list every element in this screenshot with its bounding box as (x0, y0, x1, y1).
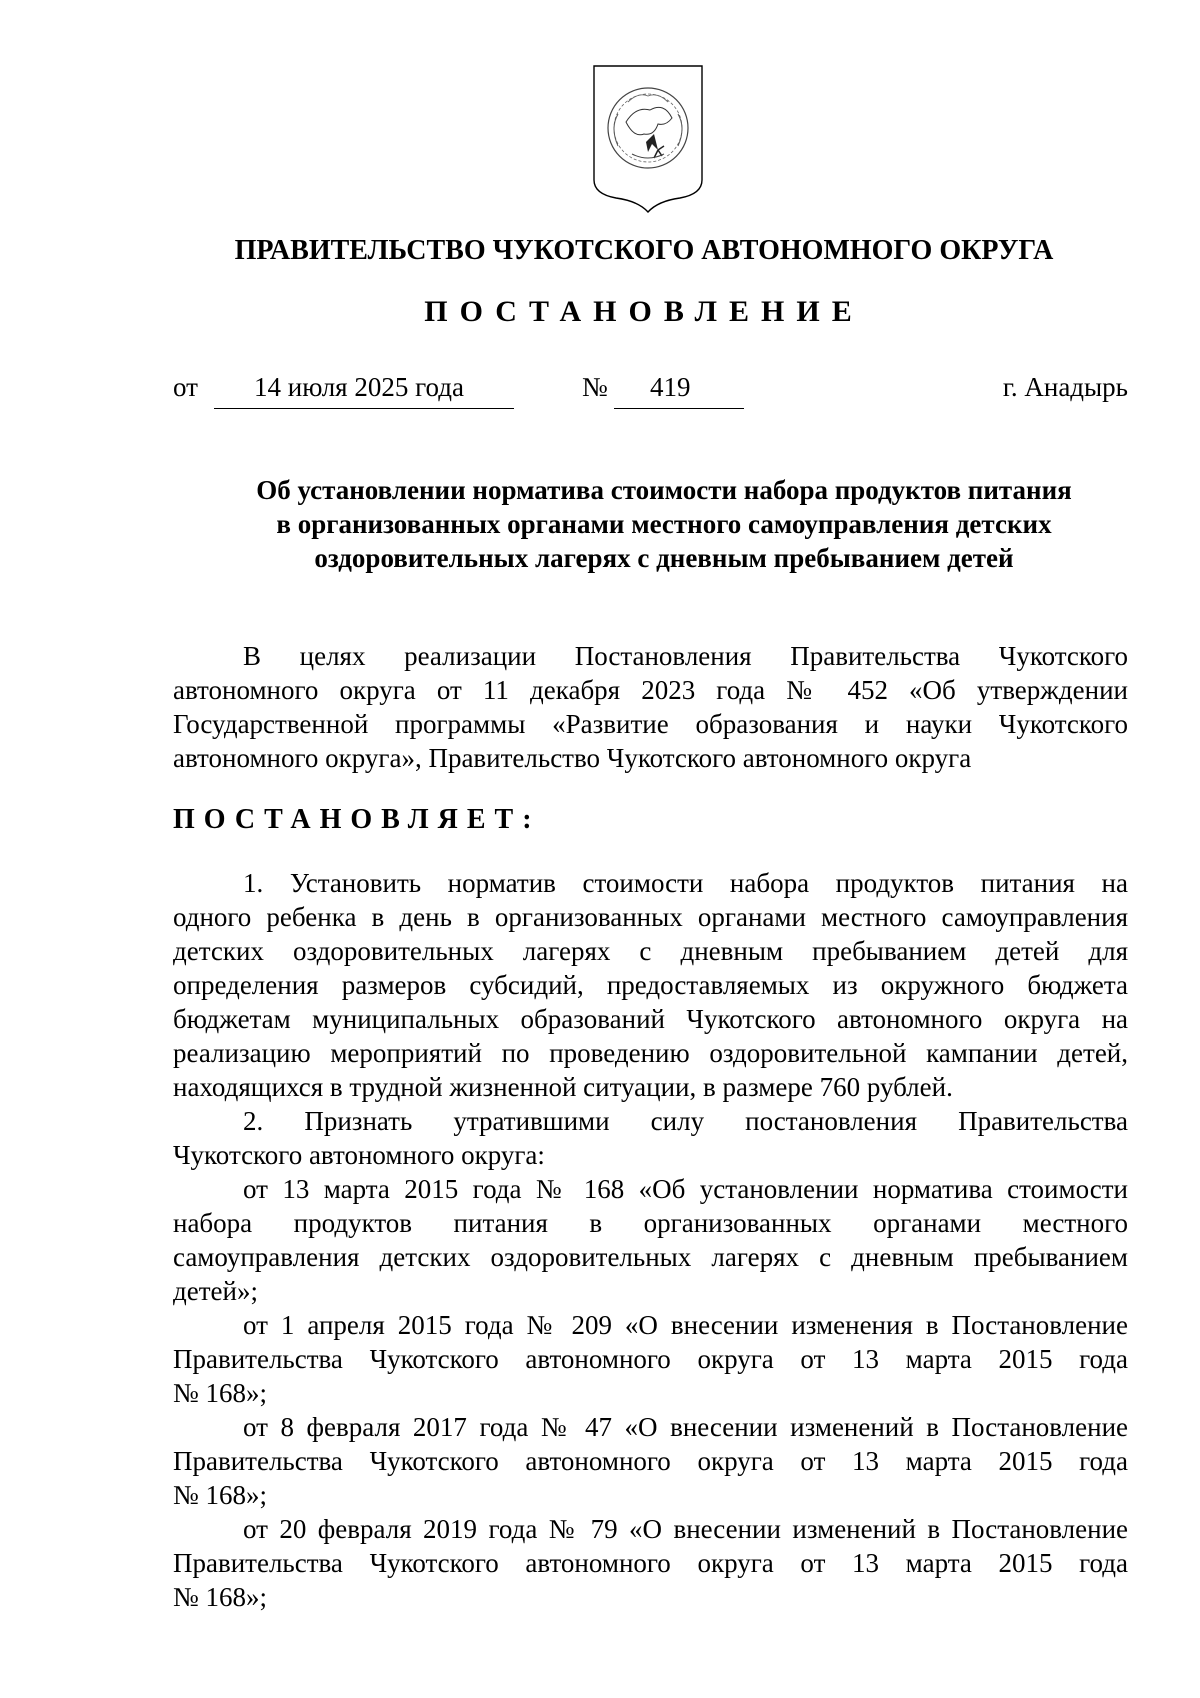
body-line: определения размеров субсидий, предоставляемых из окружного бюджета (173, 970, 1128, 1000)
body-line: 2. Признать утратившими силу постановления Правительства (243, 1106, 1128, 1136)
preamble-line: В целях реализации Постановления Правительства Чукотского (243, 641, 1128, 671)
document-meta (0, 370, 1200, 414)
subject-line: оздоровительных лагерях с дневным пребыванием детей (314, 543, 1014, 573)
preamble-line: автономного округа от 11 декабря 2023 года № 452 «Об утверждении (173, 675, 1128, 705)
date-prefix: от (173, 372, 198, 402)
body-line: находящихся в трудной жизненной ситуации, в размере 760 рублей. (173, 1072, 953, 1102)
body-line: одного ребенка в день в организованных органами местного самоуправления (173, 902, 1128, 932)
body-line: от 8 февраля 2017 года № 47 «О внесении изменений в Постановление (243, 1412, 1128, 1442)
body-line: детей»; (173, 1276, 258, 1306)
body-line: № 168»; (173, 1582, 268, 1612)
document-subject (200, 473, 1128, 575)
preamble-line: автономного округа», Правительство Чукотского автономного округа (173, 743, 972, 773)
subject-line: Об установлении норматива стоимости набора продуктов питания (256, 475, 1072, 505)
body-line: самоуправления детских оздоровительных лагерях с дневным пребыванием (173, 1242, 1128, 1272)
date-underline (214, 408, 514, 409)
number-underline (614, 408, 744, 409)
body-line: набора продуктов питания в организованных органами местного (173, 1208, 1128, 1238)
government-name: ПРАВИТЕЛЬСТВО ЧУКОТСКОГО АВТОНОМНОГО ОКРУГА (234, 235, 1054, 266)
document-type: ПОСТАНОВЛЕНИЕ (424, 295, 864, 328)
number-prefix: № (582, 372, 608, 402)
body-line: № 168»; (173, 1378, 268, 1408)
body-line: бюджетам муниципальных образований Чукотского автономного округа на (173, 1004, 1128, 1034)
body-line: Чукотского автономного округа: (173, 1140, 545, 1170)
body-line: реализацию мероприятий по проведению оздоровительной кампании детей, (173, 1038, 1128, 1068)
body-line: Правительства Чукотского автономного округа от 13 марта 2015 года (173, 1548, 1128, 1578)
subject-line: в организованных органами местного самоуправления детских (276, 509, 1052, 539)
body-line: детских оздоровительных лагерях с дневным пребыванием детей для (173, 936, 1128, 966)
document-number: 419 (650, 372, 691, 402)
body-line: № 168»; (173, 1480, 268, 1510)
preamble-line: Государственной программы «Развитие образования и науки Чукотского (173, 709, 1128, 739)
decree-word: ПОСТАНОВЛЯЕТ: (173, 804, 541, 835)
body-line: от 20 февраля 2019 года № 79 «О внесении изменений в Постановление (243, 1514, 1128, 1544)
document-date: 14 июля 2025 года (254, 372, 464, 402)
body-line: от 13 марта 2015 года № 168 «Об установлении норматива стоимости (243, 1174, 1128, 1204)
body-line: Правительства Чукотского автономного округа от 13 марта 2015 года (173, 1344, 1128, 1374)
body-line: Правительства Чукотского автономного округа от 13 марта 2015 года (173, 1446, 1128, 1476)
body-line: от 1 апреля 2015 года № 209 «О внесении изменения в Постановление (243, 1310, 1128, 1340)
coat-of-arms-icon (588, 62, 708, 214)
document-city: г. Анадырь (1002, 372, 1128, 402)
body-line: 1. Установить норматив стоимости набора продуктов питания на (243, 868, 1128, 898)
